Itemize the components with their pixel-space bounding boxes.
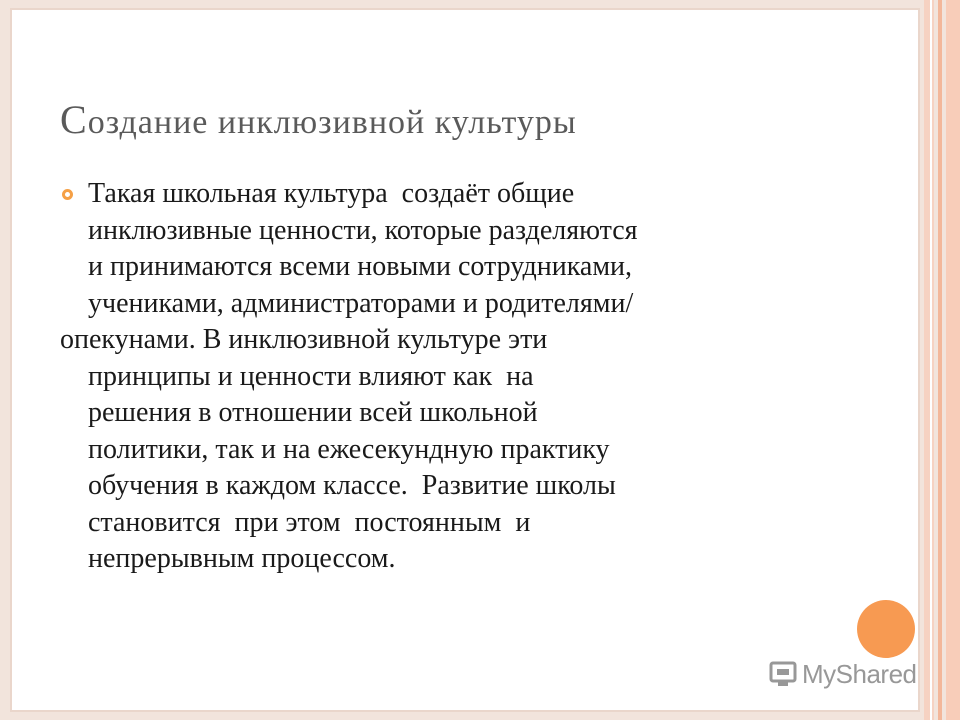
myshared-watermark[interactable] bbox=[768, 656, 917, 692]
side-stripe bbox=[938, 0, 942, 720]
side-stripe bbox=[924, 0, 934, 720]
body-line: опекунами. В инклюзивной культуре эти bbox=[60, 324, 548, 355]
body-line: и принимаются всеми новыми сотрудниками, bbox=[88, 251, 633, 282]
body-line: становится при этом постоянным и bbox=[88, 506, 531, 538]
slide-body bbox=[60, 176, 860, 578]
decorative-circle bbox=[857, 600, 915, 658]
body-line: учениками, администраторами и родителями/ bbox=[88, 287, 634, 319]
slide-title-rest: оздание инклюзивной культуры bbox=[87, 104, 577, 141]
slide-title-initial: С bbox=[60, 97, 88, 142]
slide-title bbox=[60, 96, 880, 143]
watermark-text: MyShared bbox=[802, 658, 917, 689]
side-stripe bbox=[930, 0, 932, 720]
body-line: инклюзивные ценности, которые разделяются bbox=[88, 214, 638, 246]
body-line: политики, так и на ежесекундную практику bbox=[88, 433, 610, 465]
body-line: непрерывным процессом. bbox=[88, 543, 396, 574]
side-stripe bbox=[946, 0, 960, 720]
body-line: обучения в каждом классе. Развитие школы bbox=[88, 470, 616, 501]
body-line: решения в отношении всей школьной bbox=[88, 397, 538, 428]
body-line: Такая школьная культура создаёт общие bbox=[88, 178, 575, 209]
body-line: принципы и ценности влияют как на bbox=[88, 360, 534, 392]
myshared-logo-icon bbox=[768, 659, 798, 689]
